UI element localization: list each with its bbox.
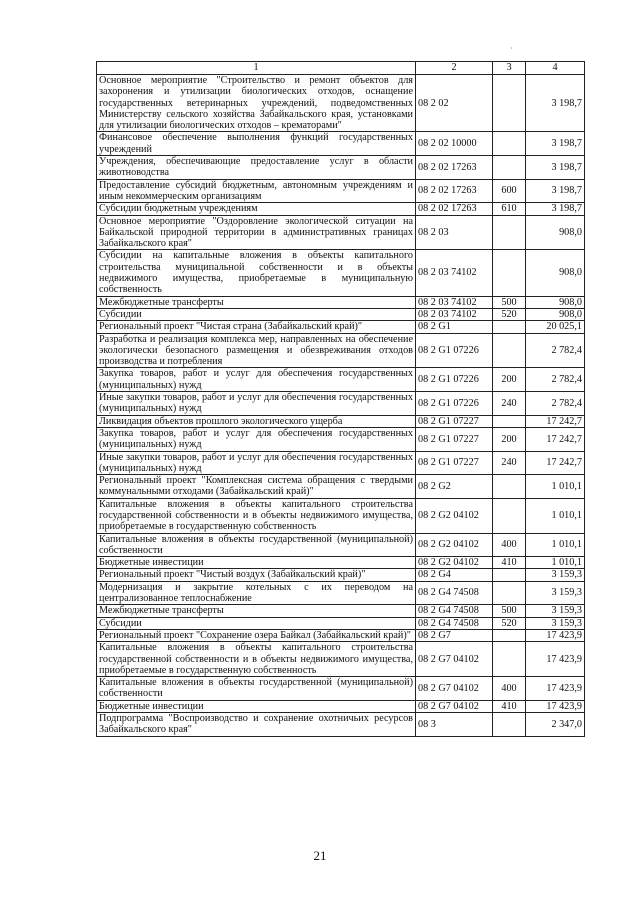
row-amount: 17 423,9: [526, 629, 585, 641]
row-expense-type: [493, 569, 526, 581]
row-amount: 3 198,7: [526, 75, 585, 132]
row-amount: 2 782,4: [526, 333, 585, 368]
row-name: Закупка товаров, работ и услуг для обеспечения государственных (муниципальных) нужд: [97, 427, 416, 451]
row-code: 08 2 G7 04102: [416, 642, 493, 677]
row-expense-type: 240: [493, 451, 526, 475]
row-name: Ликвидация объектов прошлого экологического ущерба: [97, 415, 416, 427]
row-amount: 17 242,7: [526, 427, 585, 451]
row-code: 08 2 G1 07226: [416, 368, 493, 392]
row-code: 08 2 02 10000: [416, 132, 493, 156]
table-row: [97, 368, 585, 392]
row-amount: 3 198,7: [526, 132, 585, 156]
row-code: 08 2 G7 04102: [416, 700, 493, 712]
row-expense-type: 610: [493, 203, 526, 215]
row-amount: 17 423,9: [526, 700, 585, 712]
row-name: Капитальные вложения в объекты государственной (муниципальной) собственности: [97, 533, 416, 557]
row-amount: 17 423,9: [526, 642, 585, 677]
table-row: [97, 250, 585, 296]
table-row: [97, 569, 585, 581]
row-code: 08 2 02: [416, 75, 493, 132]
row-code: 08 2 G1 07227: [416, 451, 493, 475]
table-row: [97, 415, 585, 427]
table-row: [97, 642, 585, 677]
row-name: Капитальные вложения в объекты капитального строительства государственной собственности и в объекты недвижимого имущества, приобретаемые в государственную собственность: [97, 642, 416, 677]
table-row: [97, 132, 585, 156]
row-expense-type: [493, 132, 526, 156]
row-name: Иные закупки товаров, работ и услуг для обеспечения государственных (муниципальных) нужд: [97, 392, 416, 416]
header-col-2: 2: [416, 62, 493, 75]
row-code: 08 2 G4 74508: [416, 617, 493, 629]
row-code: 08 2 G1: [416, 321, 493, 333]
row-amount: 3 159,3: [526, 581, 585, 605]
table-row: [97, 333, 585, 368]
row-expense-type: [493, 475, 526, 499]
row-code: 08 2 G1 07227: [416, 427, 493, 451]
table-row: [97, 215, 585, 250]
row-code: 08 2 03 74102: [416, 308, 493, 320]
table-row: [97, 677, 585, 701]
row-name: Капитальные вложения в объекты капитального строительства государственной собственности и в объекты недвижимого имущества, приобретаемые в государственную собственность: [97, 498, 416, 533]
row-amount: 3 198,7: [526, 179, 585, 203]
row-expense-type: [493, 642, 526, 677]
row-code: 08 2 02 17263: [416, 179, 493, 203]
row-code: 08 2 G2: [416, 475, 493, 499]
table-row: [97, 392, 585, 416]
row-name: Субсидии бюджетным учреждениям: [97, 203, 416, 215]
table-row: [97, 713, 585, 737]
row-amount: 3 159,3: [526, 617, 585, 629]
row-name: Межбюджетные трансферты: [97, 296, 416, 308]
row-expense-type: 200: [493, 427, 526, 451]
table-row: [97, 557, 585, 569]
row-amount: 908,0: [526, 296, 585, 308]
row-expense-type: 400: [493, 677, 526, 701]
table-row: [97, 498, 585, 533]
row-name: Региональный проект "Чистый воздух (Забайкальский край)": [97, 569, 416, 581]
row-expense-type: [493, 629, 526, 641]
table-row: [97, 581, 585, 605]
row-expense-type: 500: [493, 605, 526, 617]
table-row: [97, 75, 585, 132]
row-name: Субсидии на капитальные вложения в объекты капитального строительства муниципальной собственности и в объекты недвижимого имущества, приобретаемые в муниципальную собственность: [97, 250, 416, 296]
row-expense-type: [493, 156, 526, 180]
row-amount: 1 010,1: [526, 557, 585, 569]
row-expense-type: [493, 415, 526, 427]
row-code: 08 2 02 17263: [416, 203, 493, 215]
row-amount: 3 198,7: [526, 203, 585, 215]
row-name: Иные закупки товаров, работ и услуг для обеспечения государственных (муниципальных) нужд: [97, 451, 416, 475]
row-code: 08 2 G1 07227: [416, 415, 493, 427]
row-expense-type: [493, 333, 526, 368]
row-name: Региональный проект "Комплексная система обращения с твердыми коммунальными отходами (Забайкальский край)": [97, 475, 416, 499]
row-name: Бюджетные инвестиции: [97, 700, 416, 712]
row-amount: 17 242,7: [526, 451, 585, 475]
row-name: Субсидии: [97, 308, 416, 320]
row-name: Разработка и реализация комплекса мер, направленных на обеспечение экологически безопасного размещения и обезвреживания отходов производства и потребления: [97, 333, 416, 368]
row-code: 08 2 G7 04102: [416, 677, 493, 701]
row-amount: 2 782,4: [526, 368, 585, 392]
row-code: 08 2 03: [416, 215, 493, 250]
row-code: 08 2 G7: [416, 629, 493, 641]
row-amount: 908,0: [526, 215, 585, 250]
row-amount: 1 010,1: [526, 498, 585, 533]
row-name: Предоставление субсидий бюджетным, автономным учреждениям и иным некоммерческим организациям: [97, 179, 416, 203]
table-row: [97, 296, 585, 308]
row-expense-type: 520: [493, 308, 526, 320]
table-row: [97, 427, 585, 451]
row-expense-type: 500: [493, 296, 526, 308]
budget-table: [96, 61, 585, 737]
row-code: 08 2 G4 74508: [416, 605, 493, 617]
table-row: [97, 700, 585, 712]
row-code: 08 2 G4: [416, 569, 493, 581]
row-code: 08 3: [416, 713, 493, 737]
row-code: 08 2 G4 74508: [416, 581, 493, 605]
table-row: [97, 533, 585, 557]
row-amount: 3 159,3: [526, 605, 585, 617]
row-expense-type: 400: [493, 533, 526, 557]
row-expense-type: 410: [493, 557, 526, 569]
table-header-row: [97, 62, 585, 75]
row-code: 08 2 03 74102: [416, 250, 493, 296]
row-amount: 2 347,0: [526, 713, 585, 737]
row-name: Закупка товаров, работ и услуг для обеспечения государственных (муниципальных) нужд: [97, 368, 416, 392]
header-col-3: 3: [493, 62, 526, 75]
table-row: [97, 156, 585, 180]
row-expense-type: [493, 215, 526, 250]
row-expense-type: [493, 250, 526, 296]
row-name: Региональный проект "Сохранение озера Байкал (Забайкальский край)": [97, 629, 416, 641]
row-expense-type: [493, 498, 526, 533]
row-name: Капитальные вложения в объекты государственной (муниципальной) собственности: [97, 677, 416, 701]
row-code: 08 2 03 74102: [416, 296, 493, 308]
page-number: 21: [313, 848, 327, 863]
table-row: [97, 321, 585, 333]
row-expense-type: [493, 321, 526, 333]
row-amount: 3 198,7: [526, 156, 585, 180]
row-expense-type: 240: [493, 392, 526, 416]
row-expense-type: 600: [493, 179, 526, 203]
table-row: [97, 629, 585, 641]
row-code: 08 2 G2 04102: [416, 498, 493, 533]
row-expense-type: [493, 75, 526, 132]
table-row: [97, 617, 585, 629]
table-row: [97, 605, 585, 617]
row-expense-type: 410: [493, 700, 526, 712]
row-name: Межбюджетные трансферты: [97, 605, 416, 617]
table-body: [97, 75, 585, 737]
row-code: 08 2 G1 07226: [416, 392, 493, 416]
row-expense-type: 520: [493, 617, 526, 629]
table-row: [97, 203, 585, 215]
row-name: Региональный проект "Чистая страна (Забайкальский край)": [97, 321, 416, 333]
row-expense-type: [493, 581, 526, 605]
table-row: [97, 475, 585, 499]
row-name: Бюджетные инвестиции: [97, 557, 416, 569]
table-row: [97, 179, 585, 203]
row-amount: 908,0: [526, 308, 585, 320]
table-row: [97, 308, 585, 320]
row-code: 08 2 G2 04102: [416, 533, 493, 557]
row-name: Субсидии: [97, 617, 416, 629]
row-amount: 908,0: [526, 250, 585, 296]
row-code: 08 2 02 17263: [416, 156, 493, 180]
row-expense-type: [493, 713, 526, 737]
row-name: Финансовое обеспечение выполнения функций государственных учреждений: [97, 132, 416, 156]
scan-mark: ·: [510, 44, 513, 53]
row-expense-type: 200: [493, 368, 526, 392]
row-name: Основное мероприятие "Строительство и ремонт объектов для захоронения и утилизации биологических отходов, оснащение государственных ветеринарных учреждений, подведомственных Министерству сельского хозяйства Забайкальского края, установками для утилизации биологических отходов – крематорами": [97, 75, 416, 132]
row-amount: 1 010,1: [526, 533, 585, 557]
row-code: 08 2 G1 07226: [416, 333, 493, 368]
row-amount: 1 010,1: [526, 475, 585, 499]
row-amount: 17 423,9: [526, 677, 585, 701]
row-name: Основное мероприятие "Оздоровление экологической ситуации на Байкальской природной территории в административных границах Забайкальского края": [97, 215, 416, 250]
row-name: Модернизация и закрытие котельных с их переводом на централизованное теплоснабжение: [97, 581, 416, 605]
header-col-1: 1: [97, 62, 416, 75]
header-col-4: 4: [526, 62, 585, 75]
row-code: 08 2 G2 04102: [416, 557, 493, 569]
row-amount: 20 025,1: [526, 321, 585, 333]
table-row: [97, 451, 585, 475]
row-amount: 17 242,7: [526, 415, 585, 427]
row-name: Учреждения, обеспечивающие предоставление услуг в области животноводства: [97, 156, 416, 180]
row-amount: 3 159,3: [526, 569, 585, 581]
row-name: Подпрограмма "Воспроизводство и сохранение охотничьих ресурсов Забайкальского края": [97, 713, 416, 737]
row-amount: 2 782,4: [526, 392, 585, 416]
